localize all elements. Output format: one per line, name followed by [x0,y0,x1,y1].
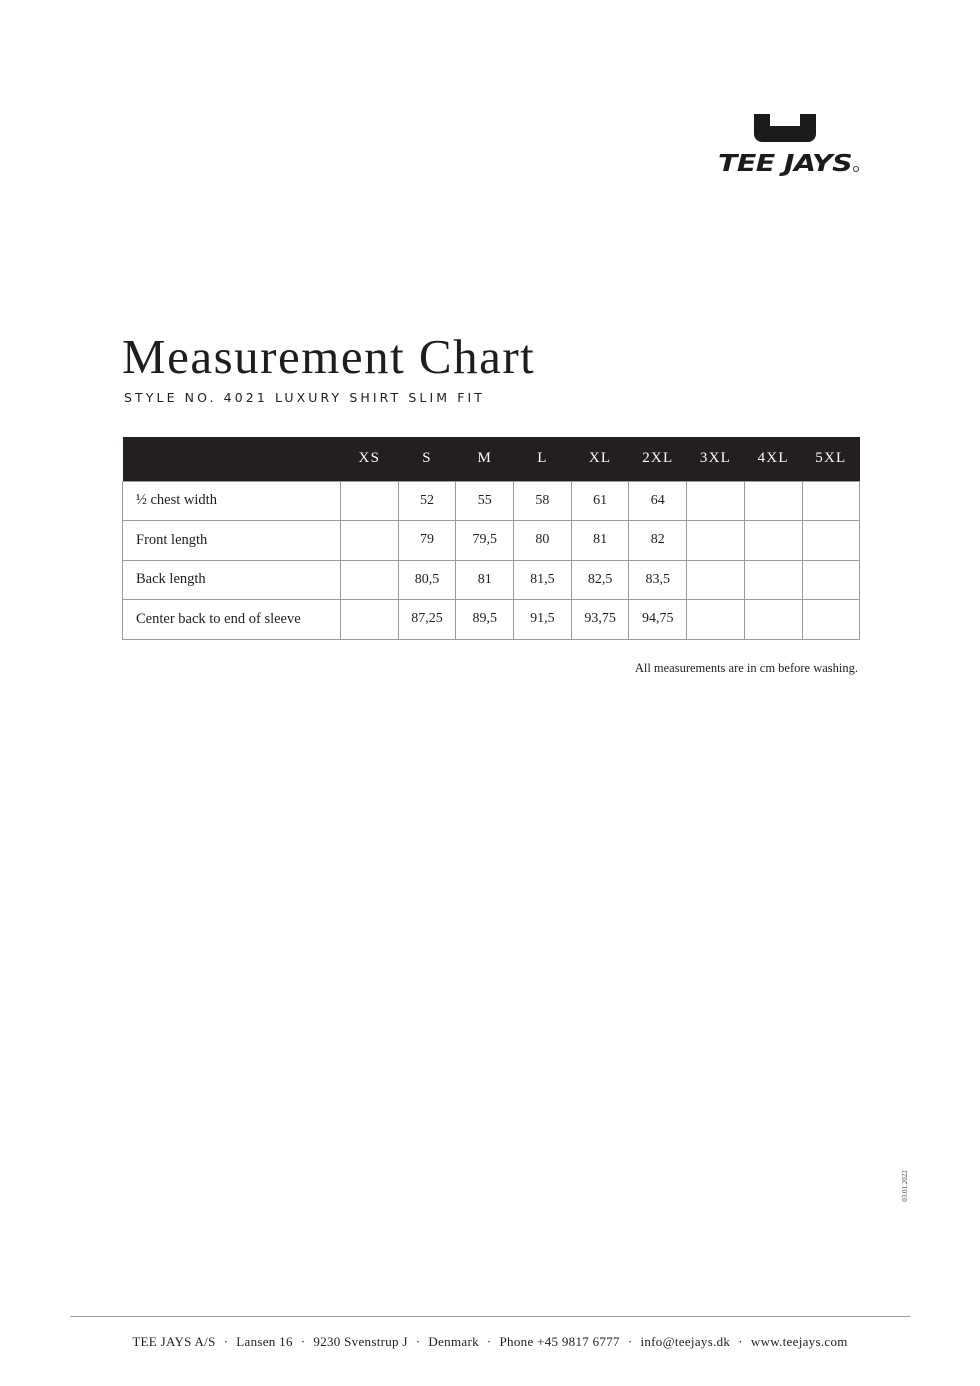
table-cell: 91,5 [514,600,572,640]
table-cell [744,560,802,600]
table-cell: 55 [456,481,514,521]
table-cell [802,521,860,561]
table-row [123,560,860,600]
table-cell [341,521,399,561]
row-label: ½ chest width [123,481,341,521]
table-cell: 52 [398,481,456,521]
table-row [123,521,860,561]
footer [0,1334,980,1350]
header-label-cell [123,437,341,481]
footer-city: 9230 Svenstrup J [313,1334,408,1349]
table-cell: 79,5 [456,521,514,561]
footer-separator: · [223,1334,229,1349]
table-cell [744,481,802,521]
size-header-xs: XS [341,437,399,481]
table-cell [687,600,745,640]
page-title: Measurement Chart [122,329,536,384]
footer-email-link[interactable]: info@teejays.dk [640,1334,731,1349]
row-label: Center back to end of sleeve [123,600,341,640]
table-row [123,600,860,640]
footer-separator: · [415,1334,421,1349]
table-cell [341,481,399,521]
table-cell [802,600,860,640]
row-label: Front length [123,521,341,561]
table-cell: 89,5 [456,600,514,640]
tee-jays-logo [716,112,862,176]
footer-company: TEE JAYS A/S [132,1334,216,1349]
footer-country: Denmark [428,1334,479,1349]
footer-separator: · [300,1334,306,1349]
table-cell [802,481,860,521]
logo-wordmark: TEE JAYS [718,151,852,176]
size-header-m: M [456,437,514,481]
size-header-5xl: 5XL [802,437,860,481]
table-cell: 80 [514,521,572,561]
table-cell [341,600,399,640]
table-row [123,481,860,521]
table-cell: 81 [456,560,514,600]
size-header-3xl: 3XL [687,437,745,481]
footer-street: Lansen 16 [236,1334,293,1349]
footer-website-link[interactable]: www.teejays.com [750,1334,848,1349]
table-cell: 82 [629,521,687,561]
table-cell: 79 [398,521,456,561]
table-cell [687,560,745,600]
table-cell: 93,75 [571,600,629,640]
table-cell: 94,75 [629,600,687,640]
table-cell: 83,5 [629,560,687,600]
size-header-xl: XL [571,437,629,481]
table-cell: 58 [514,481,572,521]
measurement-note: All measurements are in cm before washing. [634,661,858,675]
table-cell [687,521,745,561]
table-cell: 87,25 [398,600,456,640]
measurement-table [122,437,860,640]
style-subtitle: STYLE NO. 4021 LUXURY SHIRT SLIM FIT [124,390,486,405]
table-cell: 81,5 [514,560,572,600]
footer-separator: · [486,1334,492,1349]
table-cell: 82,5 [571,560,629,600]
table-cell [687,481,745,521]
table-cell: 80,5 [398,560,456,600]
size-header-s: S [398,437,456,481]
table-cell [802,560,860,600]
size-header-l: L [514,437,572,481]
footer-phone: Phone +45 9817 6777 [499,1334,620,1349]
footer-divider [70,1316,910,1317]
document-date: 03.01.2022 [901,1170,909,1202]
size-header-4xl: 4XL [744,437,802,481]
tee-jays-logo-icon [716,112,862,176]
footer-separator: · [627,1334,633,1349]
row-label: Back length [123,560,341,600]
size-header-2xl: 2XL [629,437,687,481]
size-header-row [123,437,860,481]
table-cell [744,600,802,640]
table-cell [341,560,399,600]
table-cell: 61 [571,481,629,521]
table-cell [744,521,802,561]
table-cell: 81 [571,521,629,561]
footer-separator: · [738,1334,743,1349]
table-cell: 64 [629,481,687,521]
